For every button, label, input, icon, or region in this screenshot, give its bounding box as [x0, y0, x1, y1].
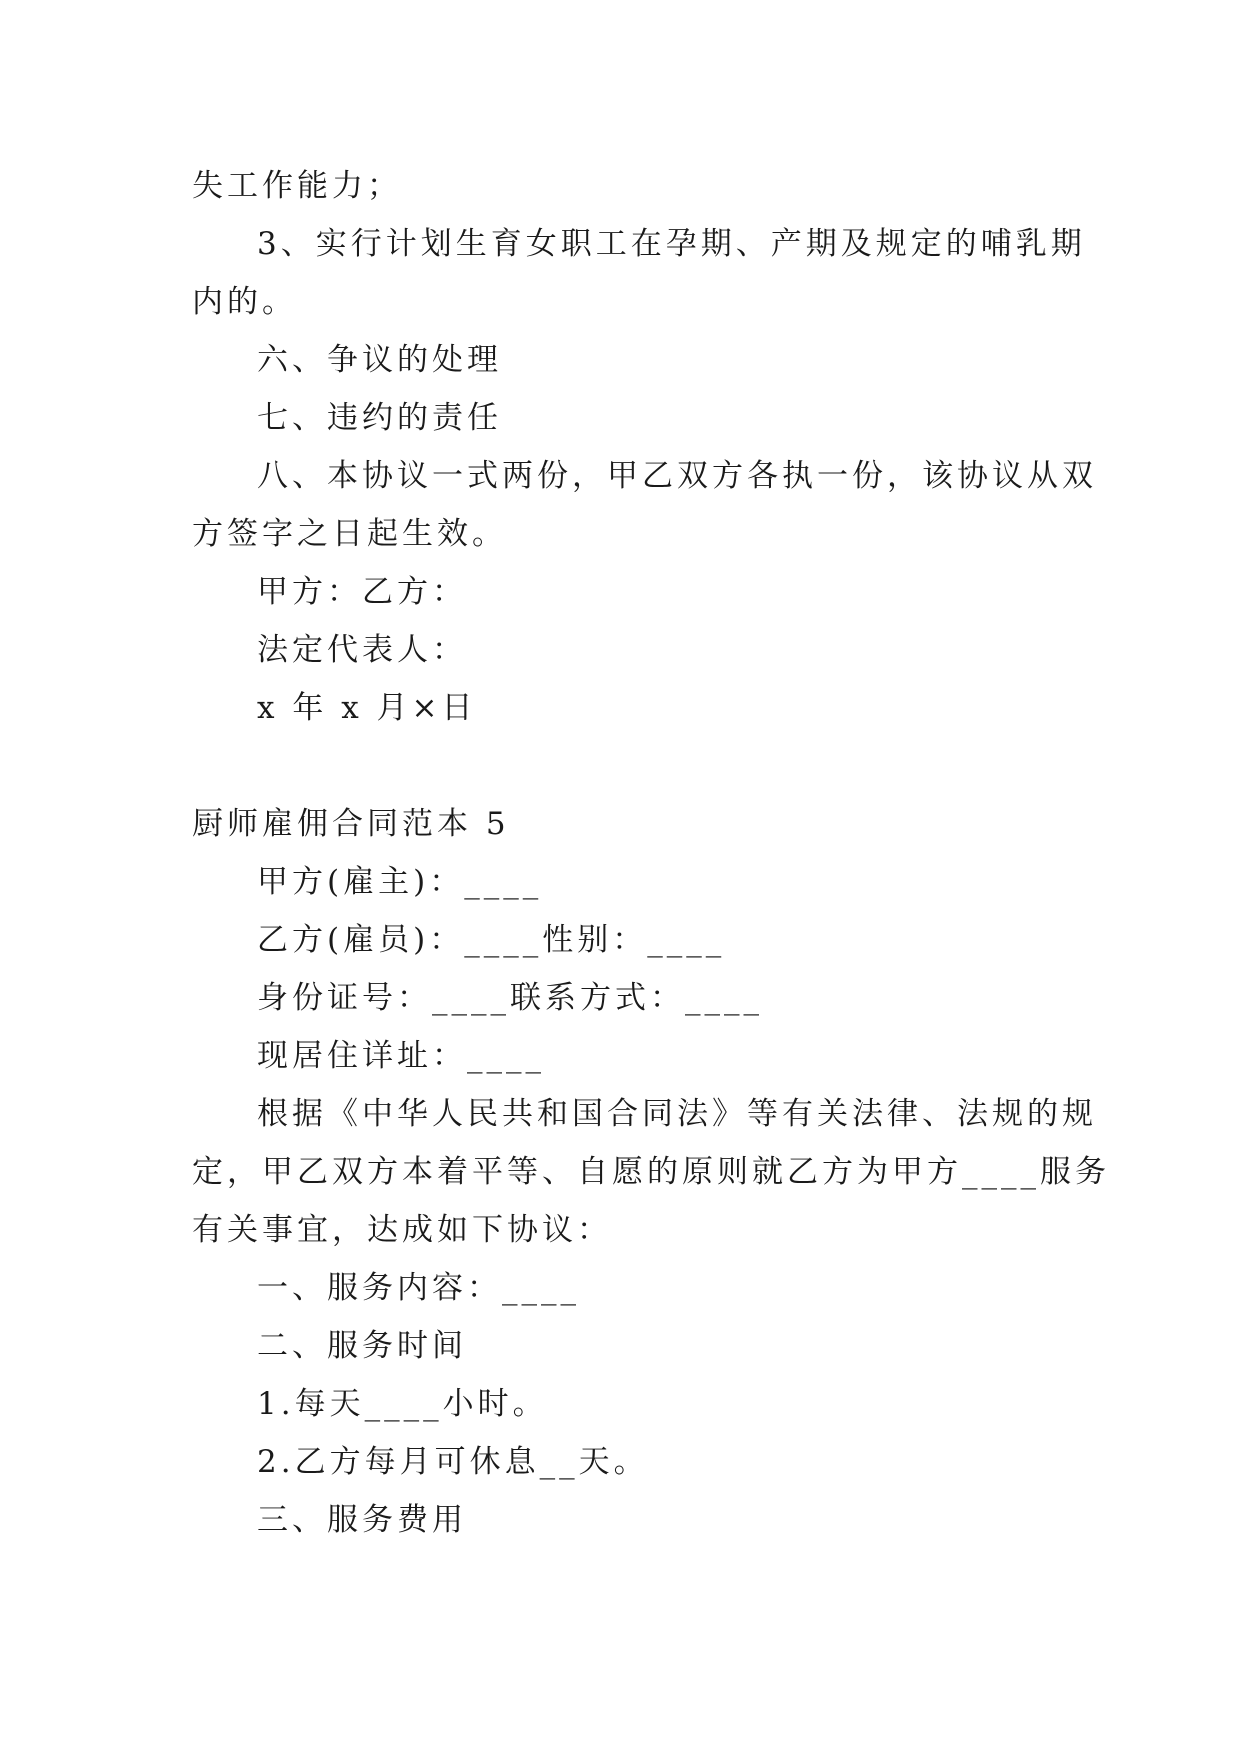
address-field: 现居住详址：____	[257, 1038, 545, 1074]
text-line: 失工作能力；	[192, 168, 402, 204]
section-heading: 三、服务费用	[257, 1502, 467, 1538]
list-item: 1.每天____小时。	[257, 1386, 548, 1422]
section-heading: 二、服务时间	[257, 1328, 467, 1364]
text-line: 方签字之日起生效。	[192, 516, 507, 552]
party-a-field: 甲方(雇主)：____	[257, 864, 543, 900]
section-heading: 一、服务内容：____	[257, 1270, 580, 1306]
text-line: 八、本协议一式两份，甲乙双方各执一份，该协议从双	[257, 458, 1097, 494]
document-title: 厨师雇佣合同范本 5	[192, 806, 510, 842]
text-line: 有关事宜，达成如下协议：	[192, 1212, 612, 1248]
id-contact-field: 身份证号：____联系方式：____	[257, 980, 763, 1016]
text-line: 3、实行计划生育女职工在孕期、产期及规定的哺乳期	[257, 226, 1086, 262]
date-line: x 年 x 月×日	[257, 690, 477, 726]
section-heading: 六、争议的处理	[257, 342, 502, 378]
signature-parties: 甲方：乙方：	[257, 574, 467, 610]
text-line: 内的。	[192, 284, 297, 320]
text-line: 根据《中华人民共和国合同法》等有关法律、法规的规	[257, 1096, 1097, 1132]
text-line: 定，甲乙双方本着平等、自愿的原则就乙方为甲方____服务	[192, 1154, 1110, 1190]
section-heading: 七、违约的责任	[257, 400, 502, 436]
party-b-field: 乙方(雇员)：____性别：____	[257, 922, 726, 958]
legal-representative: 法定代表人：	[257, 632, 467, 668]
list-item: 2.乙方每月可休息__天。	[257, 1444, 649, 1480]
